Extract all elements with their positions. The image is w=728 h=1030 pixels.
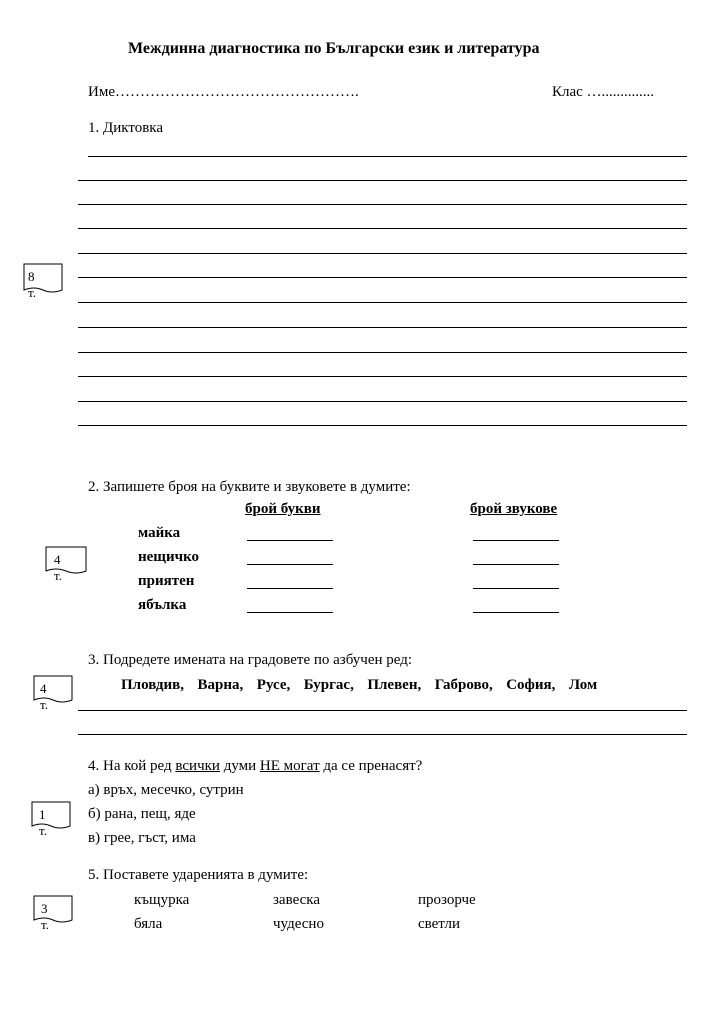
writing-line	[78, 277, 687, 278]
points-label: 3 т.	[41, 901, 49, 932]
answer-blank	[247, 564, 333, 565]
flag-icon	[44, 545, 88, 575]
word-row: майка	[138, 525, 181, 541]
writing-line	[78, 352, 687, 353]
stress-word: бяла	[134, 916, 163, 932]
answer-blank	[473, 564, 559, 565]
answer-blank	[247, 588, 333, 589]
points-label: 4 т.	[40, 681, 48, 712]
page-title: Междинна диагностика по Български език и литература	[128, 40, 540, 57]
city: Пловдив,	[121, 677, 185, 693]
col-letters-header: брой букви	[245, 501, 321, 517]
city: Лом	[568, 677, 598, 693]
answer-blank	[473, 612, 559, 613]
heading-text: думи	[219, 758, 260, 774]
answer-blank	[473, 540, 559, 541]
writing-line	[78, 180, 687, 181]
name-field: Име………………………………………….	[88, 84, 359, 100]
heading-emphasis: всички	[175, 758, 220, 774]
writing-line	[78, 425, 687, 426]
task4-heading	[88, 758, 422, 775]
stress-word: прозорче	[418, 892, 476, 908]
answer-blank	[473, 588, 559, 589]
writing-line	[78, 734, 687, 735]
writing-line	[78, 327, 687, 328]
writing-line	[78, 376, 687, 377]
stress-word: къщурка	[134, 892, 190, 908]
stress-word: светли	[418, 916, 461, 932]
stress-word: завеска	[273, 892, 320, 908]
task3-heading: 3. Подредете имената на градовете по азбучен ред:	[88, 652, 413, 668]
answer-blank	[247, 540, 333, 541]
heading-text: да се пренасят?	[319, 758, 423, 774]
city: Плевен,	[367, 677, 422, 693]
option-b: б) рана, пещ, яде	[88, 806, 196, 822]
task5-heading: 5. Поставете ударенията в думите:	[88, 867, 309, 883]
option-c: в) грее, гъст, има	[88, 830, 196, 846]
task1-heading: 1. Диктовка	[88, 120, 164, 136]
city-list	[121, 677, 597, 694]
flag-icon	[30, 800, 72, 830]
city: Габрово,	[434, 677, 493, 693]
writing-line	[78, 710, 687, 711]
word-row: нещичко	[138, 549, 200, 565]
flag-icon	[32, 894, 74, 924]
writing-line	[78, 204, 687, 205]
city: София,	[506, 677, 556, 693]
writing-line	[78, 401, 687, 402]
stress-word: чудесно	[273, 916, 324, 932]
writing-line	[88, 156, 687, 157]
word-row: приятен	[138, 573, 195, 589]
answer-blank	[247, 612, 333, 613]
city: Варна,	[197, 677, 244, 693]
class-field: Клас …..............	[552, 84, 655, 100]
col-sounds-header: брой звукове	[470, 501, 558, 517]
points-label: 4 т.	[54, 552, 62, 583]
city: Бургас,	[303, 677, 354, 693]
word-row: ябълка	[138, 597, 187, 613]
option-a: а) връх, месечко, сутрин	[88, 782, 244, 798]
points-label: 8 т.	[28, 269, 36, 300]
writing-line	[78, 228, 687, 229]
heading-emphasis: НЕ могат	[259, 758, 320, 774]
city: Русе,	[256, 677, 291, 693]
writing-line	[78, 253, 687, 254]
points-label: 1 т.	[39, 807, 47, 838]
heading-text: 4. На кой ред	[88, 758, 176, 774]
flag-icon	[32, 674, 74, 704]
task2-heading: 2. Запишете броя на буквите и звуковете в думите:	[88, 479, 411, 495]
writing-line	[78, 302, 687, 303]
